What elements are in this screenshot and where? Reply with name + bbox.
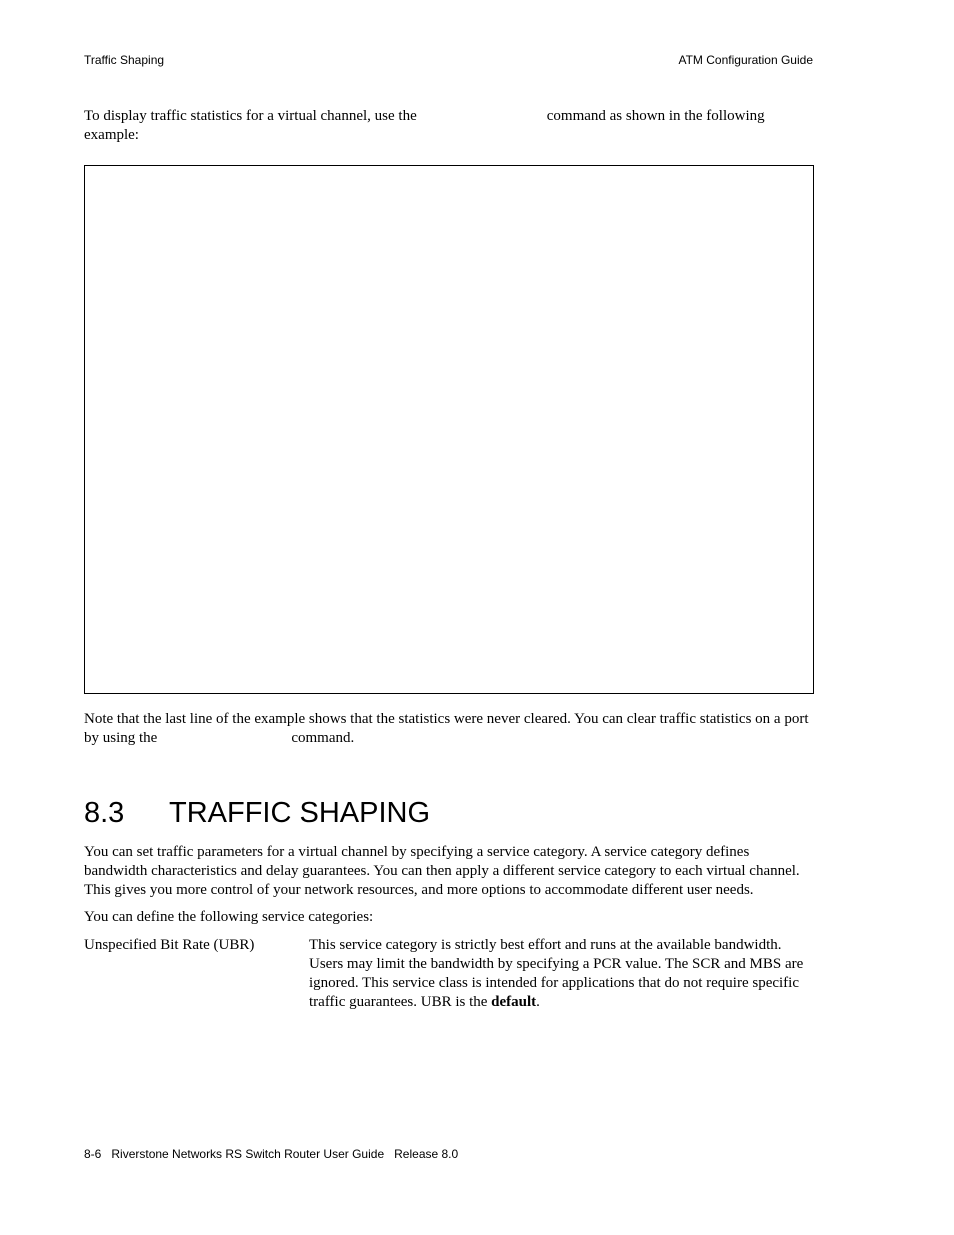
ubr-default-keyword: default	[491, 994, 537, 1010]
note-text-after: command.	[291, 730, 355, 746]
section-heading	[84, 795, 430, 831]
ubr-definition-text: This service category is strictly best effort and runs at the available bandwidth. Users may limit the bandwidth by specifying a PCR value. The SCR and MBS are ignored. This service class is intended for applications that do not require specific traffic guarantees. UBR is the	[309, 937, 804, 1010]
body-paragraph-1: You can set traffic parameters for a virtual channel by specifying a service category. A service category defines bandwidth characteristics and delay guarantees. You can then apply a different service category to each virtual channel. This gives you more control of your network resources, and more options to accommodate different user needs.	[84, 844, 800, 898]
ubr-definition-end: .	[536, 994, 540, 1010]
ubr-term: Unspecified Bit Rate (UBR)	[84, 937, 255, 953]
note-paragraph	[84, 710, 814, 748]
footer-release: Release 8.0	[394, 1147, 459, 1161]
running-header-right: ATM Configuration Guide	[678, 53, 813, 67]
running-header-left: Traffic Shaping	[84, 53, 165, 67]
section-title: TRAFFIC SHAPING	[169, 797, 431, 829]
intro-paragraph	[84, 107, 814, 145]
section-number: 8.3	[84, 797, 125, 829]
body-paragraph-2: You can define the following service categories:	[84, 909, 374, 925]
footer-guide-title: Riverstone Networks RS Switch Router User Guide	[111, 1147, 385, 1161]
example-output-box	[84, 165, 814, 694]
note-text-before: Note that the last line of the example shows that the statistics were never cleared. You can clear traffic statistics on a port by using the	[84, 711, 809, 746]
ubr-definition	[309, 936, 814, 1012]
intro-text-before: To display traffic statistics for a virtual channel, use the	[84, 108, 417, 124]
footer-page-number: 8-6	[84, 1147, 102, 1161]
intro-text-after: command as shown in the following example:	[84, 108, 765, 143]
page-footer	[84, 1146, 458, 1162]
